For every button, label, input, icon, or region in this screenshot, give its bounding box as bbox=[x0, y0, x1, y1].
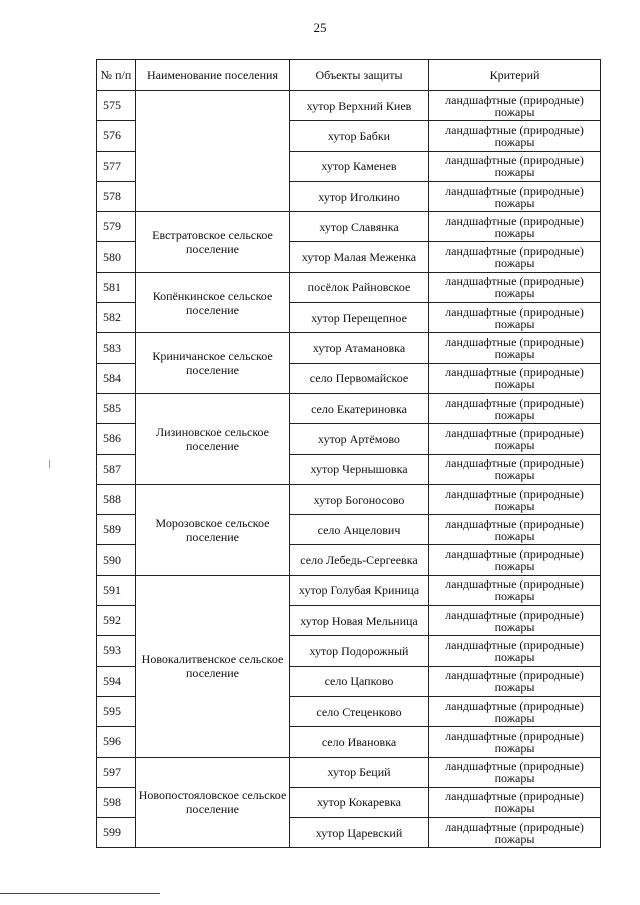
protection-object: хутор Царевский bbox=[290, 818, 429, 848]
table-body bbox=[97, 91, 601, 848]
protection-object: хутор Бабки bbox=[290, 121, 429, 151]
table-row bbox=[97, 484, 601, 514]
row-number: 584 bbox=[97, 363, 136, 393]
row-number: 583 bbox=[97, 333, 136, 363]
protection-object: село Стеценково bbox=[290, 696, 429, 726]
protection-object: село Анцелович bbox=[290, 515, 429, 545]
criterion: ландшафтные (природные) пожары bbox=[429, 484, 601, 514]
page-number: 25 bbox=[313, 20, 327, 35]
criterion: ландшафтные (природные) пожары bbox=[429, 272, 601, 302]
header-settlement: Наименование поселения bbox=[136, 60, 290, 91]
row-number: 579 bbox=[97, 212, 136, 242]
table-row bbox=[97, 272, 601, 302]
criterion: ландшафтные (природные) пожары bbox=[429, 151, 601, 181]
row-number: 581 bbox=[97, 272, 136, 302]
protection-object: хутор Новая Мельница bbox=[290, 606, 429, 636]
criterion: ландшафтные (природные) пожары bbox=[429, 212, 601, 242]
row-number: 591 bbox=[97, 575, 136, 605]
criterion: ландшафтные (природные) пожары bbox=[429, 636, 601, 666]
protection-object: село Лебедь-Сергеевка bbox=[290, 545, 429, 575]
row-number: 597 bbox=[97, 757, 136, 787]
criterion: ландшафтные (природные) пожары bbox=[429, 545, 601, 575]
row-number: 580 bbox=[97, 242, 136, 272]
table-row bbox=[97, 757, 601, 787]
row-number: 589 bbox=[97, 515, 136, 545]
criterion: ландшафтные (природные) пожары bbox=[429, 454, 601, 484]
row-number: 588 bbox=[97, 484, 136, 514]
header-criterion: Критерий bbox=[429, 60, 601, 91]
settlement-name: Новокалитвенское сельское поселение bbox=[136, 575, 290, 757]
protection-object: хутор Артёмово bbox=[290, 424, 429, 454]
row-number: 582 bbox=[97, 303, 136, 333]
criterion: ландшафтные (природные) пожары bbox=[429, 424, 601, 454]
criterion: ландшафтные (природные) пожары bbox=[429, 393, 601, 423]
settlement-name: Евстратовское сельское поселение bbox=[136, 212, 290, 273]
protection-object: хутор Богоносово bbox=[290, 484, 429, 514]
settlement-name: Новопостояловское сельское поселение bbox=[136, 757, 290, 848]
criterion: ландшафтные (природные) пожары bbox=[429, 606, 601, 636]
protection-object: хутор Кокаревка bbox=[290, 787, 429, 817]
criterion: ландшафтные (природные) пожары bbox=[429, 787, 601, 817]
protection-object: хутор Каменев bbox=[290, 151, 429, 181]
criterion: ландшафтные (природные) пожары bbox=[429, 181, 601, 211]
margin-mark bbox=[49, 460, 50, 468]
criterion: ландшафтные (природные) пожары bbox=[429, 727, 601, 757]
row-number: 595 bbox=[97, 696, 136, 726]
table-header-row bbox=[97, 60, 601, 91]
row-number: 594 bbox=[97, 666, 136, 696]
row-number: 590 bbox=[97, 545, 136, 575]
protection-object: хутор Перещепное bbox=[290, 303, 429, 333]
row-number: 593 bbox=[97, 636, 136, 666]
settlement-name: Морозовское сельское поселение bbox=[136, 484, 290, 575]
settlement-name: Криничанское сельское поселение bbox=[136, 333, 290, 394]
protection-object: хутор Атамановка bbox=[290, 333, 429, 363]
row-number: 578 bbox=[97, 181, 136, 211]
settlement-name: Копёнкинское сельское поселение bbox=[136, 272, 290, 333]
criterion: ландшафтные (природные) пожары bbox=[429, 363, 601, 393]
footnote-divider bbox=[0, 893, 160, 894]
table-row bbox=[97, 91, 601, 121]
row-number: 599 bbox=[97, 818, 136, 848]
protection-object: хутор Иголкино bbox=[290, 181, 429, 211]
criterion: ландшафтные (природные) пожары bbox=[429, 91, 601, 121]
criterion: ландшафтные (природные) пожары bbox=[429, 666, 601, 696]
row-number: 587 bbox=[97, 454, 136, 484]
criterion: ландшафтные (природные) пожары bbox=[429, 303, 601, 333]
protection-object: село Екатериновка bbox=[290, 393, 429, 423]
protection-object: хутор Беций bbox=[290, 757, 429, 787]
protection-object: хутор Голубая Криница bbox=[290, 575, 429, 605]
row-number: 576 bbox=[97, 121, 136, 151]
protection-object: хутор Славянка bbox=[290, 212, 429, 242]
protection-objects-table bbox=[96, 59, 601, 848]
header-object: Объекты защиты bbox=[290, 60, 429, 91]
table-row bbox=[97, 212, 601, 242]
table-row bbox=[97, 333, 601, 363]
row-number: 575 bbox=[97, 91, 136, 121]
header-num: № п/п bbox=[97, 60, 136, 91]
criterion: ландшафтные (природные) пожары bbox=[429, 121, 601, 151]
settlement-name: Лизиновское сельское поселение bbox=[136, 393, 290, 484]
protection-object: хутор Чернышовка bbox=[290, 454, 429, 484]
criterion: ландшафтные (природные) пожары bbox=[429, 333, 601, 363]
criterion: ландшафтные (природные) пожары bbox=[429, 696, 601, 726]
criterion: ландшафтные (природные) пожары bbox=[429, 818, 601, 848]
row-number: 577 bbox=[97, 151, 136, 181]
protection-object: хутор Верхний Киев bbox=[290, 91, 429, 121]
table-row bbox=[97, 575, 601, 605]
protection-object: посёлок Райновское bbox=[290, 272, 429, 302]
row-number: 585 bbox=[97, 393, 136, 423]
protection-object: хутор Малая Меженка bbox=[290, 242, 429, 272]
criterion: ландшафтные (природные) пожары bbox=[429, 242, 601, 272]
row-number: 592 bbox=[97, 606, 136, 636]
criterion: ландшафтные (природные) пожары bbox=[429, 575, 601, 605]
criterion: ландшафтные (природные) пожары bbox=[429, 757, 601, 787]
criterion: ландшафтные (природные) пожары bbox=[429, 515, 601, 545]
table-row bbox=[97, 393, 601, 423]
protection-object: село Ивановка bbox=[290, 727, 429, 757]
row-number: 596 bbox=[97, 727, 136, 757]
protection-object: село Цапково bbox=[290, 666, 429, 696]
row-number: 598 bbox=[97, 787, 136, 817]
settlement-name bbox=[136, 91, 290, 212]
row-number: 586 bbox=[97, 424, 136, 454]
protection-object: село Первомайское bbox=[290, 363, 429, 393]
protection-object: хутор Подорожный bbox=[290, 636, 429, 666]
